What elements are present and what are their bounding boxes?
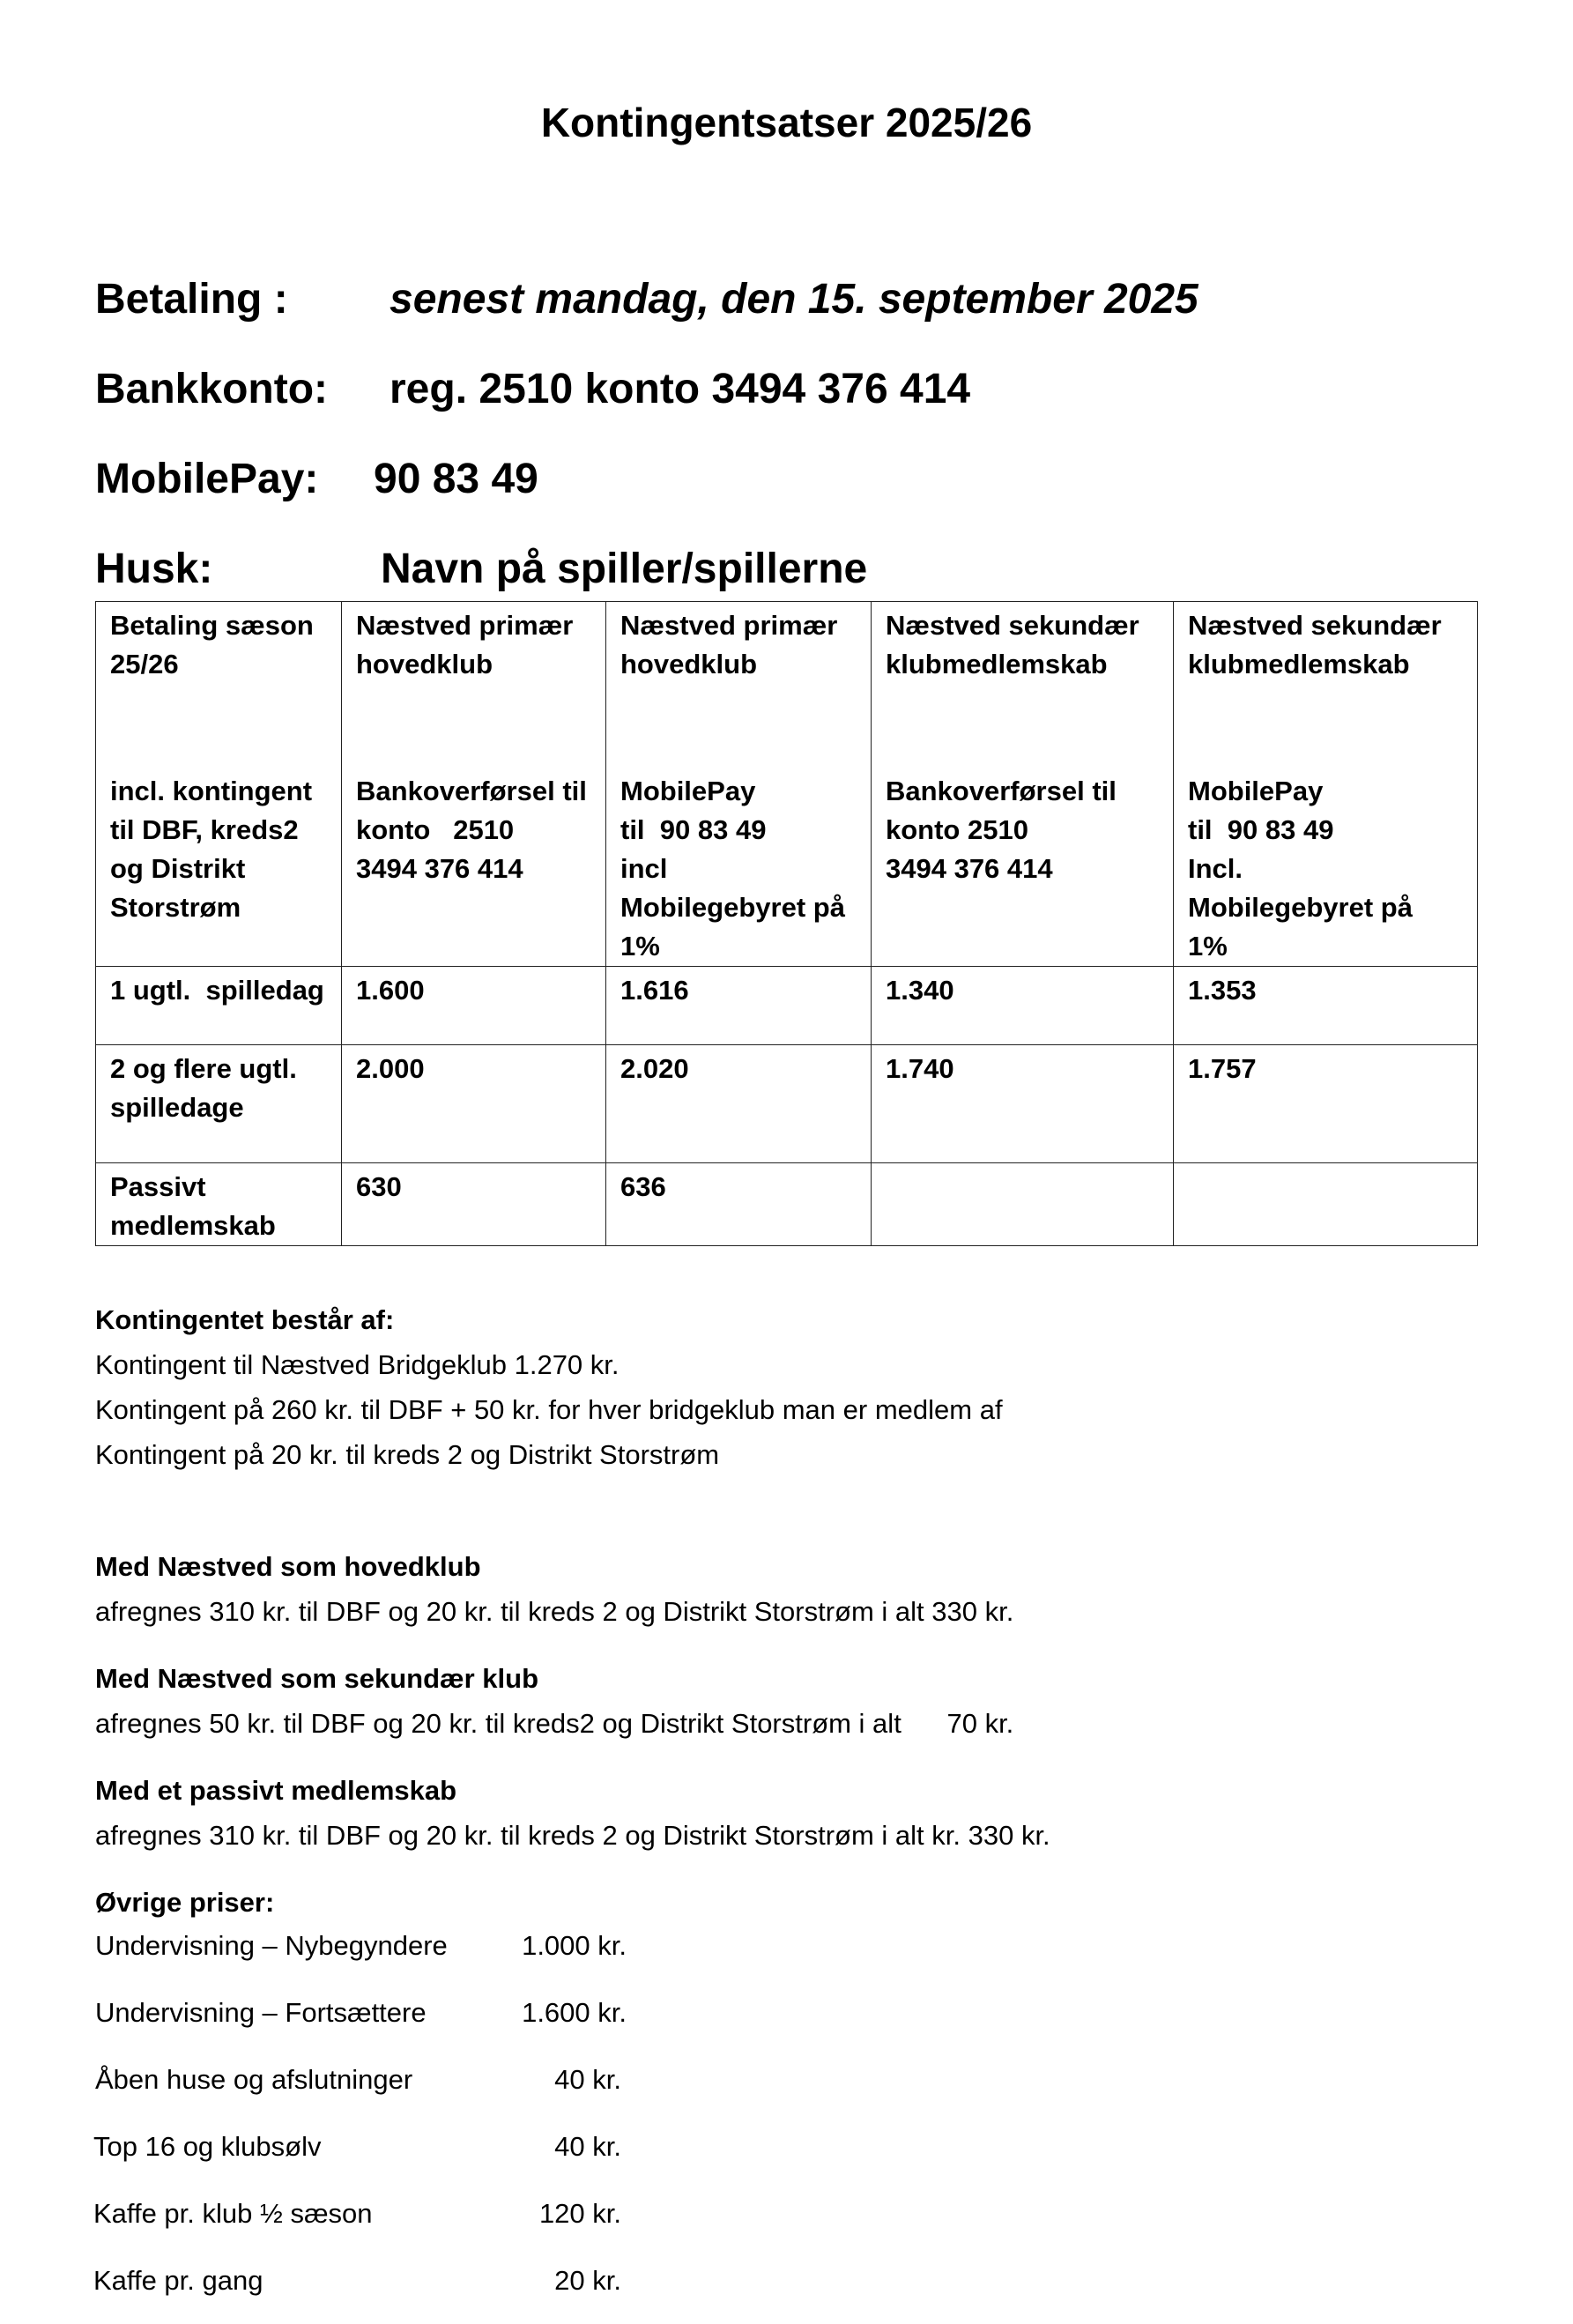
header-line: Næstved primær bbox=[356, 610, 574, 641]
header-line: Mobilegebyret på bbox=[1188, 892, 1413, 923]
composition-line: Kontingent på 20 kr. til kreds 2 og Distrikt Storstrøm bbox=[95, 1439, 720, 1470]
header-cell-primary-bank bbox=[342, 602, 606, 967]
section-heading: Med Næstved som sekundær klub bbox=[95, 1663, 539, 1694]
header-line: konto 2510 bbox=[886, 814, 1028, 845]
page-title: Kontingentsatser 2025/26 bbox=[540, 100, 1033, 145]
table-cell: 1.616 bbox=[606, 967, 872, 1045]
table-cell bbox=[872, 1163, 1174, 1246]
header-line: hovedklub bbox=[620, 649, 758, 679]
price-item-name: Åben huse og afslutninger bbox=[95, 2064, 413, 2095]
section-heading: Med et passivt medlemskab bbox=[95, 1775, 457, 1806]
bankkonto-label: Bankkonto: bbox=[95, 366, 328, 412]
row-label-line: Passivt bbox=[110, 1171, 206, 1202]
betaling-label: Betaling : bbox=[95, 276, 288, 323]
header-line: Bankoverførsel til bbox=[886, 776, 1117, 806]
table-cell: 1.757 bbox=[1174, 1045, 1478, 1163]
header-line: klubmedlemskab bbox=[1188, 649, 1410, 679]
header-line: MobilePay bbox=[620, 776, 756, 806]
header-line: til DBF, kreds2 bbox=[110, 814, 299, 845]
header-line: Næstved primær bbox=[620, 610, 838, 641]
price-item-name: Undervisning – Nybegyndere bbox=[95, 1930, 448, 1961]
header-line: til 90 83 49 bbox=[620, 814, 767, 845]
price-item-value: 40 kr. bbox=[554, 2131, 621, 2162]
section-passivt bbox=[95, 1768, 1050, 1858]
header-line: Bankoverførsel til bbox=[356, 776, 587, 806]
header-line: konto 2510 bbox=[356, 814, 515, 845]
row-label-line: medlemskab bbox=[110, 1210, 276, 1241]
section-heading: Med Næstved som hovedklub bbox=[95, 1551, 481, 1582]
table-cell bbox=[1174, 1163, 1478, 1246]
husk-value: Navn på spiller/spillerne bbox=[381, 546, 868, 592]
composition-heading: Kontingentet består af: bbox=[95, 1304, 395, 1335]
price-item-name: Kaffe pr. klub ½ sæson bbox=[93, 2198, 373, 2229]
header-line: hovedklub bbox=[356, 649, 493, 679]
header-line: 3494 376 414 bbox=[356, 853, 523, 884]
price-item-value: 120 kr. bbox=[538, 2198, 621, 2229]
header-cell-secondary-bank bbox=[872, 602, 1174, 967]
header-line: Storstrøm bbox=[110, 892, 241, 923]
price-item-value: 20 kr. bbox=[554, 2265, 621, 2296]
price-item-value: 40 kr. bbox=[554, 2064, 621, 2095]
table-row bbox=[96, 967, 1478, 1045]
table-cell: 636 bbox=[606, 1163, 872, 1246]
row-label bbox=[96, 967, 342, 1045]
section-sekundaer bbox=[95, 1656, 1013, 1746]
header-line: 25/26 bbox=[110, 649, 179, 679]
section-hovedklub bbox=[95, 1544, 1013, 1634]
table-cell: 1.353 bbox=[1174, 967, 1478, 1045]
header-line: klubmedlemskab bbox=[886, 649, 1108, 679]
header-cell-season bbox=[96, 602, 342, 967]
header-line: incl. kontingent bbox=[110, 776, 313, 806]
row-label-line: 1 ugtl. spilledag bbox=[110, 975, 324, 1006]
header-line: til 90 83 49 bbox=[1188, 814, 1334, 845]
header-line: og Distrikt bbox=[110, 853, 246, 884]
header-line: incl bbox=[620, 853, 668, 884]
price-item-name: Top 16 og klubsølv bbox=[93, 2131, 322, 2162]
husk-label: Husk: bbox=[95, 546, 213, 592]
row-label bbox=[96, 1163, 342, 1246]
composition-section bbox=[95, 1297, 1003, 1477]
header-line: Incl. bbox=[1188, 853, 1243, 884]
mobilepay-label: MobilePay: bbox=[95, 456, 319, 502]
section-text: afregnes 50 kr. til DBF og 20 kr. til kreds2 og Distrikt Storstrøm i alt 70 kr. bbox=[95, 1708, 1014, 1739]
header-line: Betaling sæson bbox=[110, 610, 314, 641]
composition-line: Kontingent til Næstved Bridgeklub 1.270 kr. bbox=[95, 1349, 620, 1380]
betaling-value bbox=[390, 275, 1198, 323]
row-label-line: 2 og flere ugtl. bbox=[110, 1053, 297, 1084]
bankkonto-value: reg. 2510 konto 3494 376 414 bbox=[390, 366, 971, 412]
table-header-row bbox=[96, 602, 1478, 967]
price-item-value: 1.000 kr. bbox=[522, 1930, 627, 1961]
header-line: 1% bbox=[620, 931, 660, 962]
other-prices-heading: Øvrige priser: bbox=[95, 1887, 275, 1918]
mobilepay-value: 90 83 49 bbox=[374, 456, 538, 502]
table-cell: 1.740 bbox=[872, 1045, 1174, 1163]
header-line: Næstved sekundær bbox=[886, 610, 1139, 641]
price-item-name: Undervisning – Fortsættere bbox=[95, 1997, 427, 2028]
header-line: 1% bbox=[1188, 931, 1228, 962]
section-text: afregnes 310 kr. til DBF og 20 kr. til kreds 2 og Distrikt Storstrøm i alt 330 kr. bbox=[95, 1596, 1014, 1627]
header-line: MobilePay bbox=[1188, 776, 1324, 806]
betaling-value-text: senest mandag, den 15. september 2025 bbox=[390, 276, 1198, 323]
table-cell: 1.340 bbox=[872, 967, 1174, 1045]
price-item-value: 1.600 kr. bbox=[522, 1997, 627, 2028]
composition-line: Kontingent på 260 kr. til DBF + 50 kr. for hver bridgeklub man er medlem af bbox=[95, 1394, 1003, 1425]
header-cell-secondary-mobilepay bbox=[1174, 602, 1478, 967]
table-cell: 630 bbox=[342, 1163, 606, 1246]
row-label bbox=[96, 1045, 342, 1163]
header-line: Mobilegebyret på bbox=[620, 892, 845, 923]
table-cell: 1.600 bbox=[342, 967, 606, 1045]
fee-table bbox=[95, 601, 1478, 1246]
header-line: 3494 376 414 bbox=[886, 853, 1053, 884]
row-label-line: spilledage bbox=[110, 1092, 244, 1123]
price-item-name: Kaffe pr. gang bbox=[93, 2265, 263, 2296]
table-row bbox=[96, 1045, 1478, 1163]
table-cell: 2.000 bbox=[342, 1045, 606, 1163]
header-line: Næstved sekundær bbox=[1188, 610, 1442, 641]
table-cell: 2.020 bbox=[606, 1045, 872, 1163]
section-text: afregnes 310 kr. til DBF og 20 kr. til kreds 2 og Distrikt Storstrøm i alt kr. 330 kr. bbox=[95, 1820, 1050, 1851]
table-row bbox=[96, 1163, 1478, 1246]
header-cell-primary-mobilepay bbox=[606, 602, 872, 967]
